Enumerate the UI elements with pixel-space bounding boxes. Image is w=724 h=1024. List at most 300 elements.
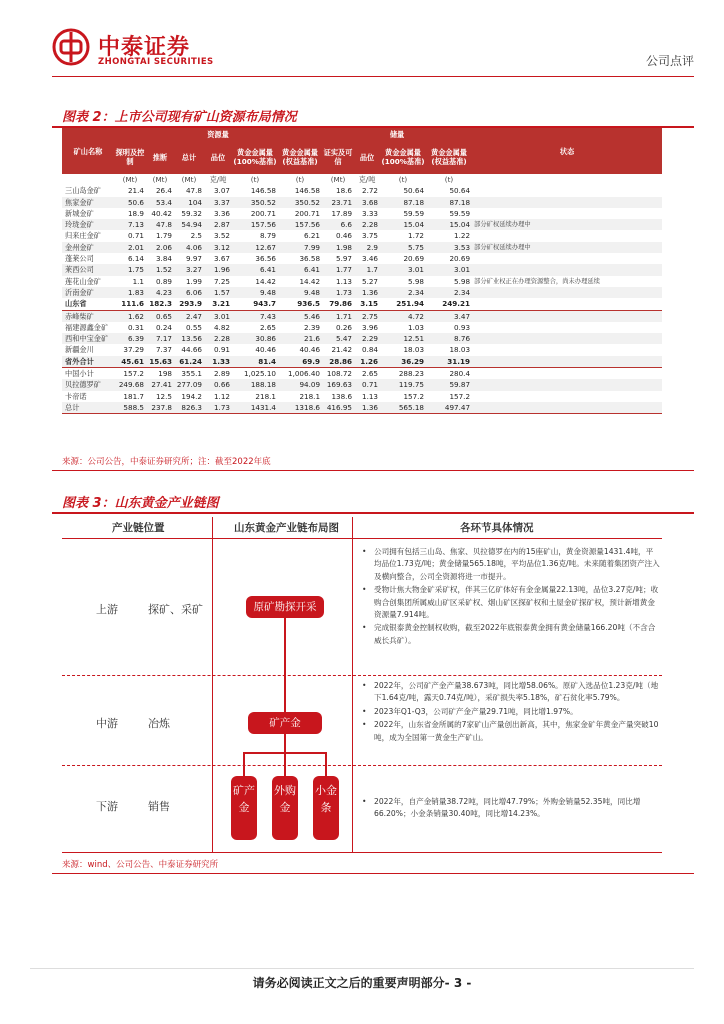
mine-name-cell: 中国小计 [62, 368, 114, 380]
page-footer [0, 974, 724, 991]
value-cell: 588.5 [114, 402, 146, 414]
value-cell: 0.31 [127, 322, 144, 332]
value-cell: 9.48 [278, 287, 322, 298]
value-cell: 9.97 [185, 254, 202, 264]
value-cell: 7.99 [278, 242, 322, 253]
value-cell: 4.23 [146, 287, 174, 298]
mine-name-cell: 沂南金矿 [62, 287, 114, 298]
value-cell: 21.42 [331, 345, 353, 355]
value-cell: 416.95 [322, 402, 354, 414]
value-cell: 18.9 [127, 208, 144, 218]
value-cell: 936.5 [297, 299, 321, 309]
value-cell: 23.71 [322, 197, 354, 208]
value-cell: 12.51 [380, 333, 426, 344]
units-row [62, 174, 662, 185]
value-cell: 1.03 [408, 322, 425, 332]
page-number: - 3 - [444, 976, 472, 990]
col-header: 状态 [472, 128, 662, 174]
value-cell: 36.58 [299, 254, 321, 264]
value-cell: 5.98 [408, 276, 425, 286]
value-cell: 4.72 [380, 310, 426, 322]
value-cell: 2.39 [304, 322, 321, 332]
value-cell: 157.56 [232, 219, 278, 230]
value-cell: 20.69 [449, 254, 471, 264]
status-note-cell [472, 185, 662, 196]
table-row [62, 368, 662, 380]
value-cell: 2.87 [204, 219, 232, 230]
value-cell: 4.82 [213, 322, 230, 332]
status-note-cell [472, 230, 662, 241]
header-divider [52, 76, 694, 77]
stage-downstream: 下游 [96, 800, 118, 813]
zhongtai-logo-icon [52, 28, 90, 66]
value-cell: 288.23 [380, 368, 426, 380]
value-cell: 0.65 [146, 310, 174, 322]
table-row [62, 276, 662, 287]
unit-cell: (Mt) [152, 175, 168, 184]
value-cell: 1.71 [322, 310, 354, 322]
value-cell: 2.29 [354, 333, 380, 344]
value-cell: 87.18 [426, 197, 472, 208]
value-cell: 59.59 [403, 208, 425, 218]
value-cell: 0.93 [454, 322, 471, 332]
value-cell: 3.36 [213, 208, 230, 218]
chain-connector [284, 752, 286, 776]
doc-type: 公司点评 [645, 54, 694, 68]
value-cell: 0.71 [354, 379, 380, 390]
status-note-cell [472, 356, 662, 368]
mine-name-cell: 金州金矿 [62, 242, 114, 253]
chain-row-rule [62, 675, 662, 676]
value-cell: 2.9 [354, 242, 380, 253]
value-cell: 40.46 [299, 345, 321, 355]
detail-bullet: • 完成银泰黄金控制权收购，截至2022年底银泰黄金拥有黄金储量166.20吨（不含合威长兵矿）。 [360, 622, 660, 647]
status-note-cell: 部分矿业权正在办理资源整合，尚未办理延续 [474, 277, 600, 285]
status-note-cell [472, 253, 662, 264]
value-cell: 3.46 [362, 254, 379, 264]
value-cell: 12.67 [232, 242, 278, 253]
value-cell: 7.17 [146, 333, 174, 344]
detail-bullet: • 2022年，山东省金所属的7家矿山产量创出新高，其中，焦家金矿年黄金产量突破10吨，成为全国第一黄金生产矿山。 [360, 719, 660, 744]
box-ore-exploration: 原矿勘探开采 [246, 596, 324, 618]
unit-cell: 克/吨 [209, 175, 227, 184]
value-cell: 5.47 [322, 333, 354, 344]
value-cell: 1431.4 [232, 402, 278, 414]
value-cell: 200.71 [250, 208, 276, 218]
value-cell: 5.75 [380, 242, 426, 253]
table-row [62, 230, 662, 241]
value-cell: 111.6 [121, 299, 144, 309]
status-note-cell [472, 368, 662, 380]
value-cell: 157.2 [403, 391, 425, 401]
status-note-cell: 部分矿权延续办理中 [472, 219, 662, 230]
value-cell: 69.9 [278, 356, 322, 368]
figure-3-title: 图表 3：山东黄金产业链图 [62, 496, 219, 511]
value-cell: 2.65 [354, 368, 380, 380]
value-cell: 0.91 [213, 345, 230, 355]
col-header: 证实及可信 [322, 140, 354, 174]
table-row [62, 219, 662, 230]
value-cell: 3.67 [213, 254, 230, 264]
value-cell: 3.01 [204, 310, 232, 322]
value-cell: 61.24 [174, 356, 204, 368]
col-header: 矿山名称 [62, 128, 114, 174]
value-cell: 3.01 [380, 264, 426, 275]
status-note-cell [472, 287, 662, 298]
mine-name-cell: 三山岛金矿 [65, 186, 101, 196]
value-cell: 249.21 [442, 299, 471, 309]
unit-cell: (Mt) [181, 175, 197, 184]
footer-disclaimer: 请务必阅读正文之后的重要声明部分 [252, 976, 445, 990]
value-cell: 50.6 [114, 197, 146, 208]
status-note-cell [472, 264, 662, 275]
col-header: 黄金金属量(100%基准) [380, 140, 426, 174]
value-cell: 27.41 [146, 379, 174, 390]
value-cell: 2.75 [354, 310, 380, 322]
value-cell: 1,025.10 [232, 368, 278, 380]
value-cell: 1.13 [336, 276, 353, 286]
detail-bullet: • 公司拥有包括三山岛、焦家、贝拉德罗在内的15座矿山，黄金资源量1431.4吨，平均品位1.73克/吨；黄金储量565.18吨，平均品位1.36克/吨。未来随着集团资产注入及横向整合，公司全资源将进一市提升。 [360, 546, 660, 583]
value-cell: 15.04 [426, 219, 472, 230]
figure-3-title-bar [52, 490, 694, 514]
table-row [62, 185, 662, 196]
status-note-cell [472, 197, 662, 208]
mine-name-cell: 省外合计 [62, 356, 114, 368]
detail-bullet: • 2023年Q1-Q3，公司矿产金产量29.71吨，同比增1.97%。 [360, 706, 660, 718]
value-cell: 2.28 [354, 219, 380, 230]
value-cell: 1.73 [204, 402, 232, 414]
status-note-cell [472, 391, 662, 402]
value-cell: 6.41 [232, 264, 278, 275]
value-cell: 3.33 [362, 208, 379, 218]
value-cell: 1.79 [155, 231, 172, 241]
table-row [62, 298, 662, 310]
value-cell: 87.18 [380, 197, 426, 208]
value-cell: 146.58 [250, 186, 276, 196]
company-name-en: ZHONGTAI SECURITIES [98, 57, 214, 67]
value-cell: 1.83 [114, 287, 146, 298]
downstream-details [360, 796, 660, 821]
value-cell: 2.72 [362, 186, 379, 196]
value-cell: 565.18 [380, 402, 426, 414]
value-cell: 2.89 [204, 368, 232, 380]
value-cell: 181.7 [123, 391, 144, 401]
mine-name-cell: 莱西公司 [62, 264, 114, 275]
status-note-cell [472, 402, 662, 414]
chain-divider-2 [352, 517, 353, 852]
value-cell: 0.46 [336, 231, 353, 241]
value-cell: 200.71 [294, 208, 321, 218]
value-cell: 0.24 [155, 322, 172, 332]
value-cell: 6.14 [127, 254, 144, 264]
table-row [62, 208, 662, 219]
mine-name-cell: 焦家金矿 [62, 197, 114, 208]
table-row [62, 379, 662, 390]
unit-cell: (Mt) [122, 175, 138, 184]
midstream-details [360, 680, 660, 744]
chain-bottom-rule [62, 852, 662, 853]
value-cell: 280.4 [426, 368, 472, 380]
status-note-cell [472, 322, 662, 333]
value-cell: 1.72 [408, 231, 425, 241]
unit-cell: (t) [295, 175, 305, 184]
value-cell: 157.2 [449, 391, 471, 401]
figure-3-source: 来源：wind、公司公告、中泰证券研究所 [62, 860, 219, 870]
chain-connector [284, 618, 286, 714]
value-cell: 2.01 [114, 242, 146, 253]
mine-name-cell: 蓬莱公司 [65, 254, 94, 264]
value-cell: 218.1 [255, 391, 276, 401]
value-cell: 18.03 [449, 345, 471, 355]
value-cell: 30.86 [232, 333, 278, 344]
footer-divider [30, 968, 694, 969]
value-cell: 157.56 [278, 219, 322, 230]
group-header-resource: 资源量 [114, 128, 322, 140]
value-cell: 26.4 [155, 186, 172, 196]
value-cell: 104 [174, 197, 204, 208]
value-cell: 3.68 [354, 197, 380, 208]
status-note-cell [472, 310, 662, 322]
status-note-cell [472, 333, 662, 344]
value-cell: 3.47 [426, 310, 472, 322]
value-cell: 1.62 [114, 310, 146, 322]
table-row [62, 242, 662, 253]
value-cell: 2.5 [190, 231, 202, 241]
value-cell: 3.15 [360, 299, 379, 309]
value-cell: 59.59 [449, 208, 471, 218]
value-cell: 3.12 [204, 242, 232, 253]
value-cell: 36.29 [380, 356, 426, 368]
value-cell: 218.1 [299, 391, 321, 401]
table-row [62, 333, 662, 344]
value-cell: 1318.6 [278, 402, 322, 414]
value-cell: 45.61 [114, 356, 146, 368]
unit-cell: (t) [398, 175, 408, 184]
value-cell: 13.56 [174, 333, 204, 344]
value-cell: 3.27 [174, 264, 204, 275]
value-cell: 2.28 [204, 333, 232, 344]
mine-name-cell: 新城金矿 [65, 208, 94, 218]
value-cell: 198 [146, 368, 174, 380]
value-cell: 1.22 [454, 231, 471, 241]
value-cell: 28.86 [322, 356, 354, 368]
col-header: 黄金金属量(100%基准) [232, 140, 278, 174]
value-cell: 237.8 [146, 402, 174, 414]
mine-name-cell: 贝拉德罗矿 [62, 379, 114, 390]
value-cell: 7.25 [213, 276, 230, 286]
value-cell: 6.41 [278, 264, 322, 275]
value-cell: 54.94 [174, 219, 204, 230]
value-cell: 0.26 [336, 322, 353, 332]
value-cell: 81.4 [232, 356, 278, 368]
value-cell: 5.46 [278, 310, 322, 322]
detail-bullet: • 受物计焦大物金矿采矿权，伴其三亿矿体好有金金属量22.13吨，品位3.27克/吨；收购合创集团所属威山矿区采矿权、烟山矿区探矿权和土屋金矿探矿权，预计新增黄金资源量7.914吨。 [360, 584, 660, 621]
mine-name-cell: 山东省 [65, 299, 87, 309]
value-cell: 94.09 [278, 379, 322, 390]
value-cell: 2.65 [259, 322, 276, 332]
value-cell: 943.7 [253, 299, 276, 309]
value-cell: 0.66 [204, 379, 232, 390]
mine-name-cell: 福建源鑫金矿 [65, 322, 109, 332]
stage-midstream: 中游 [96, 717, 118, 730]
value-cell: 251.94 [396, 299, 425, 309]
value-cell: 15.63 [146, 356, 174, 368]
value-cell: 14.42 [299, 276, 321, 286]
value-cell: 20.69 [403, 254, 425, 264]
activity-midstream: 冶炼 [148, 717, 170, 730]
value-cell: 1.99 [185, 276, 202, 286]
figure-3-source-rule [52, 873, 694, 874]
value-cell: 15.04 [380, 219, 426, 230]
value-cell: 47.8 [185, 186, 202, 196]
chain-divider-1 [212, 517, 213, 852]
box-self-mined-gold: 矿产金 [231, 776, 257, 840]
value-cell: 6.21 [304, 231, 321, 241]
value-cell: 3.84 [155, 254, 172, 264]
value-cell: 146.58 [294, 186, 321, 196]
table-row [62, 344, 662, 355]
value-cell: 277.09 [174, 379, 204, 390]
value-cell: 2.34 [380, 287, 426, 298]
value-cell: 0.89 [155, 276, 172, 286]
value-cell: 2.06 [146, 242, 174, 253]
figure-2-title-bar [52, 104, 694, 128]
table-row [62, 253, 662, 264]
page-header [0, 0, 724, 80]
value-cell: 3.37 [204, 197, 232, 208]
value-cell: 1.12 [213, 391, 230, 401]
value-cell: 350.52 [278, 197, 322, 208]
value-cell: 40.42 [151, 208, 172, 218]
value-cell: 0.84 [362, 345, 379, 355]
table-row [62, 322, 662, 333]
col-header: 黄金金属量(权益基准) [426, 140, 472, 174]
value-cell: 7.37 [155, 345, 172, 355]
mine-name-cell: 总计 [62, 402, 114, 414]
table-row [62, 402, 662, 414]
value-cell: 31.19 [426, 356, 472, 368]
value-cell: 188.18 [232, 379, 278, 390]
chain-header-rule [62, 538, 662, 539]
col-header: 总计 [174, 140, 204, 174]
value-cell: 1.52 [146, 264, 174, 275]
value-cell: 50.64 [449, 186, 471, 196]
mine-name-cell: 归来庄金矿 [65, 231, 101, 241]
value-cell: 9.48 [232, 287, 278, 298]
status-note-cell [472, 208, 662, 219]
value-cell: 138.6 [331, 391, 353, 401]
value-cell: 3.96 [362, 322, 379, 332]
value-cell: 169.63 [322, 379, 354, 390]
value-cell: 59.32 [181, 208, 202, 218]
value-cell: 6.6 [322, 219, 354, 230]
value-cell: 1.1 [132, 276, 144, 286]
value-cell: 5.97 [336, 254, 353, 264]
value-cell: 47.8 [146, 219, 174, 230]
value-cell: 18.6 [336, 186, 353, 196]
value-cell: 3.75 [362, 231, 379, 241]
value-cell: 6.39 [114, 333, 146, 344]
chain-header-layout: 山东黄金产业链布局图 [234, 522, 339, 534]
box-small-gold-bar: 小金条 [313, 776, 339, 840]
activity-downstream: 销售 [148, 800, 170, 813]
value-cell: 12.5 [155, 391, 172, 401]
value-cell: 1.36 [354, 402, 380, 414]
value-cell: 53.4 [146, 197, 174, 208]
figure-2-title: 图表 2：上市公司现有矿山资源布局情况 [62, 110, 297, 125]
status-note-cell: 部分矿权延续办理中 [472, 242, 662, 253]
value-cell: 1.7 [354, 264, 380, 275]
activity-upstream: 探矿、采矿 [148, 603, 203, 616]
mine-name-cell: 莲花山金矿 [65, 276, 101, 286]
group-header-reserve: 储量 [322, 128, 472, 140]
table-row [62, 310, 662, 322]
value-cell: 826.3 [174, 402, 204, 414]
value-cell: 194.2 [181, 391, 202, 401]
value-cell: 7.13 [114, 219, 146, 230]
value-cell: 21.6 [278, 333, 322, 344]
table-row [62, 391, 662, 402]
figure-2-source: 来源：公司公告，中泰证券研究所；注：截至2022年底 [62, 457, 271, 467]
value-cell: 350.52 [232, 197, 278, 208]
table-row [62, 264, 662, 275]
chain-header-details: 各环节具体情况 [460, 522, 534, 534]
chain-connector [243, 752, 245, 776]
status-note-cell [472, 379, 662, 390]
value-cell: 182.3 [149, 299, 172, 309]
value-cell: 8.79 [259, 231, 276, 241]
value-cell: 108.72 [322, 368, 354, 380]
detail-bullet: • 2022年，公司矿产金产量38.673吨，同比增58.06%。原矿入选品位1.23克/吨（地下1.64克/吨，露天0.74克/吨），采矿损失率5.18%，矿石贫化率5.79%。 [360, 680, 660, 705]
figure-2-source-rule [52, 470, 694, 471]
value-cell: 2.34 [426, 287, 472, 298]
mine-name-cell: 新疆金川 [65, 345, 94, 355]
value-cell: 1.33 [204, 356, 232, 368]
value-cell: 3.21 [212, 299, 230, 309]
value-cell: 3.01 [426, 264, 472, 275]
value-cell: 119.75 [380, 379, 426, 390]
value-cell: 14.42 [255, 276, 276, 286]
table-row [62, 197, 662, 208]
detail-bullet: • 2022年，自产金销量38.72吨，同比增47.79%；外购金销量52.35吨，同比增66.20%；小金条销量30.40吨，同比增14.23%。 [360, 796, 660, 821]
value-cell: 1.73 [322, 287, 354, 298]
chain-connector [325, 752, 327, 776]
unit-cell: (t) [250, 175, 260, 184]
mine-name-cell: 卡帝诺 [65, 391, 87, 401]
value-cell: 157.2 [114, 368, 146, 380]
value-cell: 2.47 [174, 310, 204, 322]
unit-cell: (t) [444, 175, 454, 184]
col-header: 推断 [146, 140, 174, 174]
col-header: 品位 [354, 140, 380, 174]
box-purchased-gold: 外购金 [272, 776, 298, 840]
value-cell: 40.46 [255, 345, 276, 355]
value-cell: 1.98 [322, 242, 354, 253]
company-name-cn: 中泰证券 [98, 35, 191, 60]
value-cell: 21.4 [127, 186, 144, 196]
chain-connector [284, 734, 286, 752]
value-cell: 293.9 [179, 299, 202, 309]
col-header: 探明及控制 [114, 140, 146, 174]
table-row [62, 287, 662, 298]
value-cell: 1.36 [354, 287, 380, 298]
mine-name-cell: 玲珑金矿 [62, 219, 114, 230]
value-cell: 8.76 [426, 333, 472, 344]
status-note-cell [472, 298, 662, 310]
value-cell: 249.68 [114, 379, 146, 390]
value-cell: 497.47 [426, 402, 472, 414]
value-cell: 1.57 [204, 287, 232, 298]
